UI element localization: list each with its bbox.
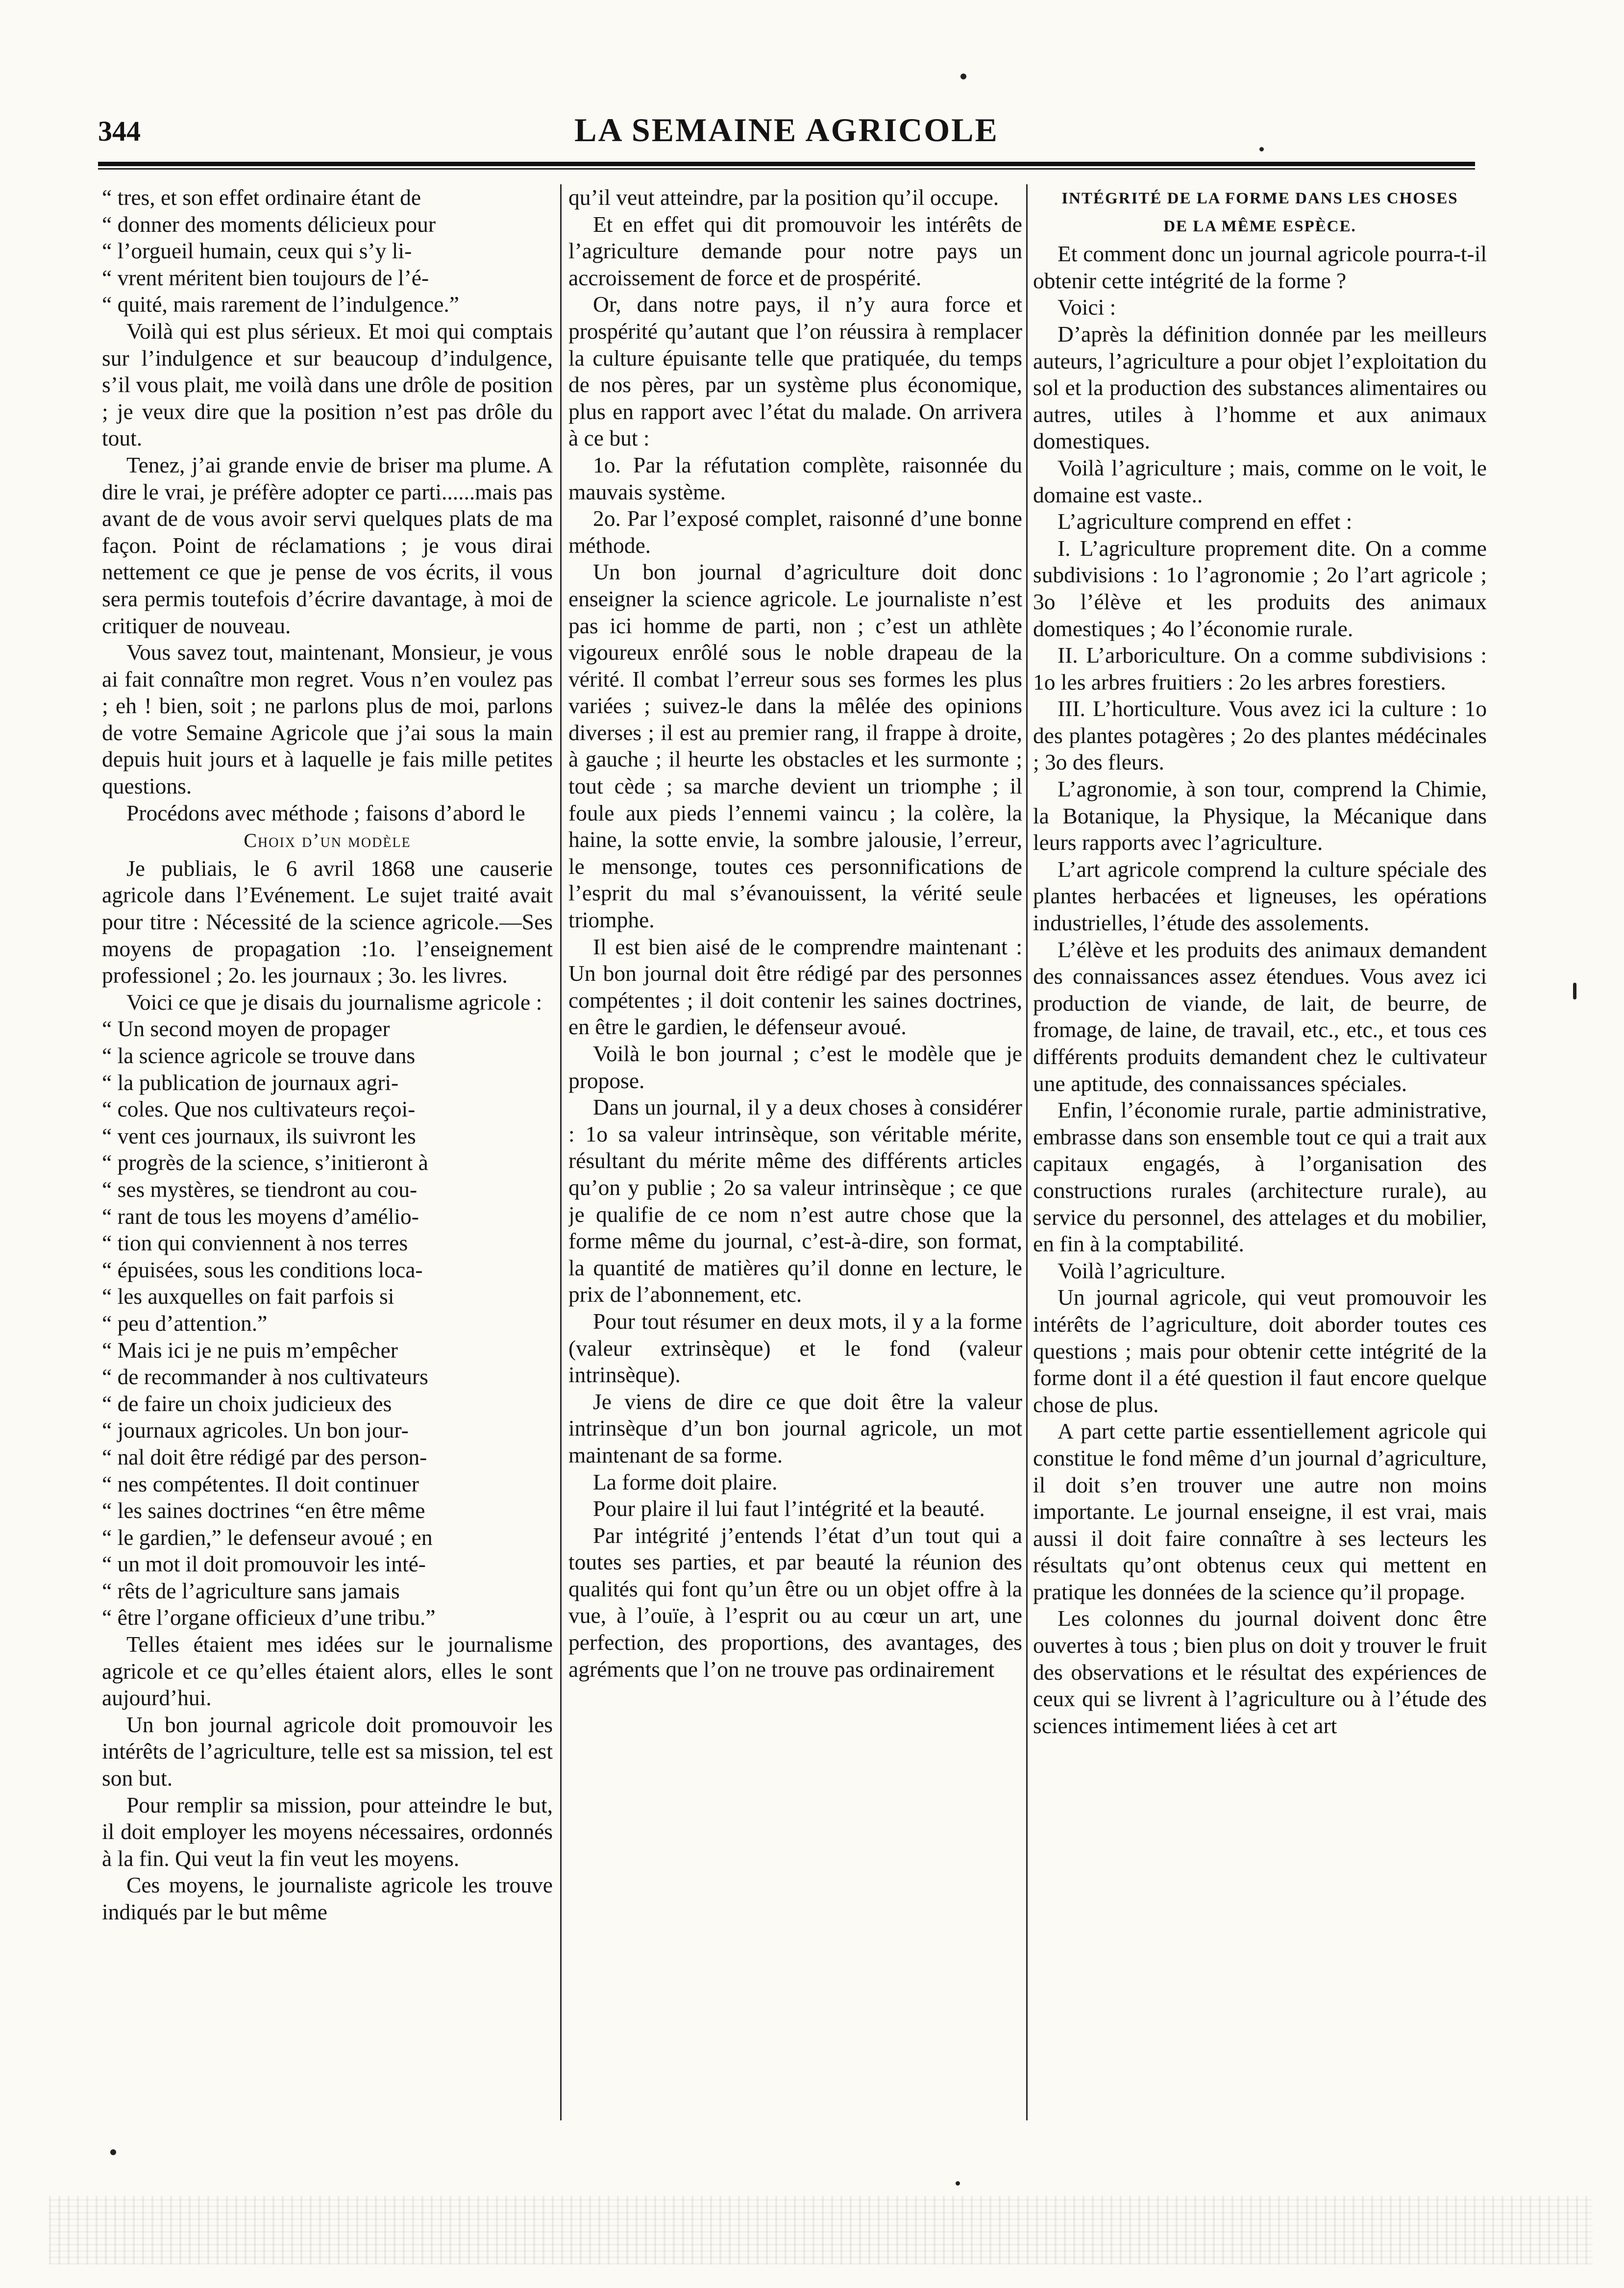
column-2	[568, 184, 1022, 2101]
section-heading-integrite-line2: DE LA MÊME ESPÈCE.	[1163, 217, 1356, 235]
print-speck	[1259, 147, 1264, 151]
quote-line: “ être l’organe officieux d’une tribu.”	[102, 1605, 436, 1630]
paragraph: 2o. Par l’exposé complet, raisonné d’une bonne méthode.	[568, 506, 1022, 558]
page-number: 344	[98, 115, 141, 147]
paragraph: Un bon journal agricole doit promouvoir les intérêts de l’agriculture, telle est sa mission, tel est son but.	[102, 1712, 553, 1791]
quote-line: “ épuisées, sous les conditions loca-	[102, 1257, 423, 1282]
paragraph: D’après la définition donnée par les meilleurs auteurs, l’agriculture a pour objet l’exploitation du sol et la production des substances alimentaires ou autres, utiles à l’homme et aux animaux domestiques.	[1033, 321, 1487, 454]
quote-line: “ l’orgueil humain, ceux qui s’y li-	[102, 238, 412, 264]
quote-line: “ la science agricole se trouve dans	[102, 1043, 416, 1068]
paragraph: II. L’arboriculture. On a comme subdivisions : 1o les arbres fruitiers : 2o les arbres forestiers.	[1033, 643, 1487, 695]
paragraph: La forme doit plaire.	[593, 1469, 778, 1494]
quote-block-2	[102, 1337, 553, 1632]
paragraph: Par intégrité j’entends l’état d’un tout qui a toutes ses parties, et par beauté la réunion des qualités qui font qu’un être ou un objet offre à la vue, à l’ouïe, à l’esprit ou au cœur un art, une perfection, des proportions, des avantages, des agréments que l’on ne trouve pas ordinairement	[568, 1522, 1022, 1682]
quote-line: “ donner des moments délicieux pour	[102, 211, 436, 237]
quote-line: “ rêts de l’agriculture sans jamais	[102, 1578, 400, 1603]
quote-block-opening	[102, 184, 553, 318]
paragraph: Or, dans notre pays, il n’y aura force et prospérité qu’autant que l’on réussira à remplacer la culture épuisante telle que pratiquée, du temps de nos pères, par un système plus économique, plus en rapport avec l’état du malade. On arrivera à ce but :	[568, 292, 1022, 451]
paragraph: Un bon journal d’agriculture doit donc enseigner la science agricole. Le journaliste n’est pas ici homme de parti, non ; c’est un athlète vigoureux enrôlé sous le noble drapeau de la vérité. Il combat l’erreur sous ses formes les plus variées ; suivez-le dans la mêlée des opinions diverses ; il est au premier rang, il frappe à droite, à gauche ; il heurte les obstacles et les surmonte ; tout cède ; sa marche devient un triomphe ; il foule aux pieds l’ennemi vaincu ; la colère, la haine, la sotte envie, la sombre jalousie, l’erreur, le mensonge, toutes ces personnifications de l’esprit du mal s’évanouissent, la vérité seule triomphe.	[568, 559, 1022, 933]
paragraph: L’art agricole comprend la culture spéciale des plantes herbacées et ligneuses, les opérations industrielles, l’étude des assolements.	[1033, 856, 1487, 936]
paragraph: Voilà le bon journal ; c’est le modèle que je propose.	[568, 1041, 1022, 1093]
quote-line: “ tres, et son effet ordinaire étant de	[102, 185, 421, 210]
quote-line: “ ses mystères, se tiendront au cou-	[102, 1176, 418, 1202]
quote-block-1	[102, 1016, 553, 1337]
column-divider-right	[1026, 184, 1028, 2120]
column-1	[102, 184, 553, 2101]
print-speck	[960, 74, 966, 79]
paragraph: 1o. Par la réfutation complète, raisonnée du mauvais système.	[568, 452, 1022, 504]
paragraph: Telles étaient mes idées sur le journalisme agricole et ce qu’elles étaient alors, elles le sont aujourd’hui.	[102, 1632, 553, 1711]
paragraph: Je publiais, le 6 avril 1868 une causerie agricole dans l’Evénement. Le sujet traité avait pour titre : Nécessité de la science agricole.—Ses moyens de propagation :1o. l’enseignement professionel ; 2o. les journaux ; 3o. les livres.	[102, 855, 553, 988]
section-heading-choix: Choix d’un modèle	[244, 829, 411, 852]
paragraph: Voici :	[1058, 295, 1116, 320]
paragraph: Il est bien aisé de le comprendre maintenant : Un bon journal doit être rédigé par des personnes compétentes ; il doit contenir les saines doctrines, en être le gardien, le défenseur avoué.	[568, 934, 1022, 1040]
paragraph: Pour remplir sa mission, pour atteindre le but, il doit employer les moyens nécessaires, ordonnés à la fin. Qui veut la fin veut les moyens.	[102, 1792, 553, 1871]
print-speck	[956, 2181, 960, 2186]
paragraph: Les colonnes du journal doivent donc être ouvertes à tous ; bien plus on doit y trouver le fruit des observations et le résultat des expériences de ceux qui se livrent à l’agriculture ou à l’étude des sciences intimement liées à cet art	[1033, 1606, 1487, 1738]
print-speck	[110, 2149, 116, 2155]
header-rule-thick	[98, 162, 1475, 166]
paragraph: L’agriculture comprend en effet :	[1058, 509, 1353, 534]
paragraph: Voici ce que je disais du journalisme agricole :	[126, 989, 542, 1015]
journal-title: LA SEMAINE AGRICOLE	[574, 111, 999, 149]
paragraph: Voilà l’agriculture.	[1058, 1258, 1226, 1283]
quote-line: “ les auxquelles on fait parfois si	[102, 1284, 394, 1309]
quote-line: “ les saines doctrines “en être même	[102, 1498, 425, 1523]
paragraph: L’élève et les produits des animaux demandent des connaissances assez étendues. Vous avez ici production de viande, de lait, de beurre, de fromage, de laine, de travail, etc., etc., et tous ces différents produits demandent chez le cultivateur une aptitude, des connaissances spéciales.	[1033, 937, 1487, 1096]
quote-line: “ nes compétentes. Il doit continuer	[102, 1471, 419, 1496]
paragraph: Procédons avec méthode ; faisons d’abord le	[126, 800, 525, 825]
paragraph: Voilà qui est plus sérieux. Et moi qui comptais sur l’indulgence et sur beaucoup d’indulgence, s’il vous plait, me voilà dans une drôle de position ; je veux dire que la position n’est pas drôle du tout.	[102, 318, 553, 451]
paragraph: I. L’agriculture proprement dite. On a comme subdivisions : 1o l’agronomie ; 2o l’art agricole ; 3o l’élève et les produits des animaux domestiques ; 4o l’économie rurale.	[1033, 535, 1487, 641]
paragraph: Dans un journal, il y a deux choses à considérer : 1o sa valeur intrinsèque, son véritable mérite, résultant du mérite même des différents articles qu’on y publie ; 2o sa valeur intrinsèque ; ce que je qualifie de ce nom n’est autre chose que la forme même du journal, c’est-à-dire, son format, la quantité de matières qu’il donne en lecture, le prix de l’abonnement, etc.	[568, 1094, 1022, 1307]
quote-line: “ quité, mais rarement de l’indulgence.”	[102, 292, 459, 317]
quote-line: “ peu d’attention.”	[102, 1310, 268, 1336]
print-speck	[1573, 983, 1576, 999]
quote-line: “ un mot il doit promouvoir les inté-	[102, 1551, 426, 1577]
paragraph: Enfin, l’économie rurale, partie administrative, embrasse dans son ensemble tout ce qui a trait aux capitaux engagés, à l’organisation des constructions rurales (architecture rurale), au service du personnel, des attelages et du mobilier, en fin à la comptabilité.	[1033, 1097, 1487, 1257]
quote-line: “ journaux agricoles. Un bon jour-	[102, 1418, 409, 1443]
paragraph: A part cette partie essentiellement agricole qui constitue le fond même d’un journal d’agriculture, il doit s’en trouver une autre non moins importante. Le journal enseigne, il est vrai, mais aussi il doit faire connaître à ses lecteurs les résultats qu’ont obtenus ceux qui mettent en pratique les données de la science qu’il propage.	[1033, 1418, 1487, 1604]
quote-line: “ Mais ici je ne puis m’empêcher	[102, 1337, 398, 1363]
paragraph: Et en effet qui dit promouvoir les intérêts de l’agriculture demande pour notre pays un accroissement de force et de prospérité.	[568, 211, 1022, 290]
quote-line: “ vent ces journaux, ils suivront les	[102, 1123, 416, 1148]
quote-line: “ coles. Que nos cultivateurs reçoi-	[102, 1096, 416, 1122]
paragraph: Pour tout résumer en deux mots, il y a la forme (valeur extrinsèque) et le fond (valeur intrinsèque).	[568, 1308, 1022, 1388]
paragraph: III. L’horticulture. Vous avez ici la culture : 1o des plantes potagères ; 2o des plantes médécinales ; 3o des fleurs.	[1033, 696, 1487, 775]
paragraph: Un journal agricole, qui veut promouvoir les intérêts de l’agriculture, doit aborder toutes ces questions ; mais pour obtenir cette intégrité de la forme dont il a été question il faut encore quelque chose de plus.	[1033, 1285, 1487, 1417]
quote-line: “ de faire un choix judicieux des	[102, 1391, 392, 1416]
quote-line: “ progrès de la science, s’initieront à	[102, 1150, 428, 1175]
paragraph: Et comment donc un journal agricole pourra-t-il obtenir cette intégrité de la forme ?	[1033, 241, 1487, 293]
paragraph: Voilà l’agriculture ; mais, comme on le voit, le domaine est vaste..	[1033, 455, 1487, 507]
quote-line: “ la publication de journaux agri-	[102, 1069, 399, 1095]
column-divider-left	[560, 184, 562, 2120]
quote-line: “ vrent méritent bien toujours de l’é-	[102, 265, 429, 290]
quote-line: “ le gardien,” le defenseur avoué ; en	[102, 1524, 433, 1550]
paragraph: Vous savez tout, maintenant, Monsieur, je vous ai fait connaître mon regret. Vous n’en voulez pas ; eh ! bien, soit ; ne parlons plus de moi, parlons de votre Semaine Agricole que j’ai sous la main depuis huit jours et à laquelle je fais mille petites questions.	[102, 640, 553, 799]
scan-noise	[49, 2196, 1593, 2264]
quote-line: “ rant de tous les moyens d’amélio-	[102, 1203, 419, 1229]
paragraph: qu’il veut atteindre, par la position qu’il occupe.	[568, 185, 999, 210]
section-heading-integrite: INTÉGRITÉ DE LA FORME DANS LES CHOSES	[1061, 190, 1458, 207]
paragraph: L’agronomie, à son tour, comprend la Chimie, la Botanique, la Physique, la Mécanique dans leurs rapports avec l’agriculture.	[1033, 776, 1487, 855]
quote-line: “ Un second moyen de propager	[102, 1016, 390, 1042]
paragraph: Ces moyens, le journaliste agricole les trouve indiqués par le but même	[102, 1872, 553, 1924]
quote-line: “ de recommander à nos cultivateurs	[102, 1364, 428, 1390]
column-3	[1033, 184, 1487, 2101]
quote-line: “ tion qui conviennent à nos terres	[102, 1230, 408, 1256]
page-header	[98, 111, 1475, 165]
paragraph: Pour plaire il lui faut l’intégrité et la beauté.	[593, 1496, 985, 1521]
header-rule-thin	[98, 168, 1475, 170]
paragraph: Je viens de dire ce que doit être la valeur intrinsèque d’un bon journal agricole, un mot maintenant de sa forme.	[568, 1389, 1022, 1467]
paragraph: Tenez, j’ai grande envie de briser ma plume. A dire le vrai, je préfère adopter ce parti......mais pas avant de de vous avoir servi quelques plats de ma façon. Point de réclamations ; je vous dirai nettement ce que je pense de vos écrits, il vous sera permis toutefois d’écrire davantage, à moi de critiquer de nouveau.	[102, 452, 553, 638]
quote-line: “ nal doit être rédigé par des person-	[102, 1444, 427, 1469]
